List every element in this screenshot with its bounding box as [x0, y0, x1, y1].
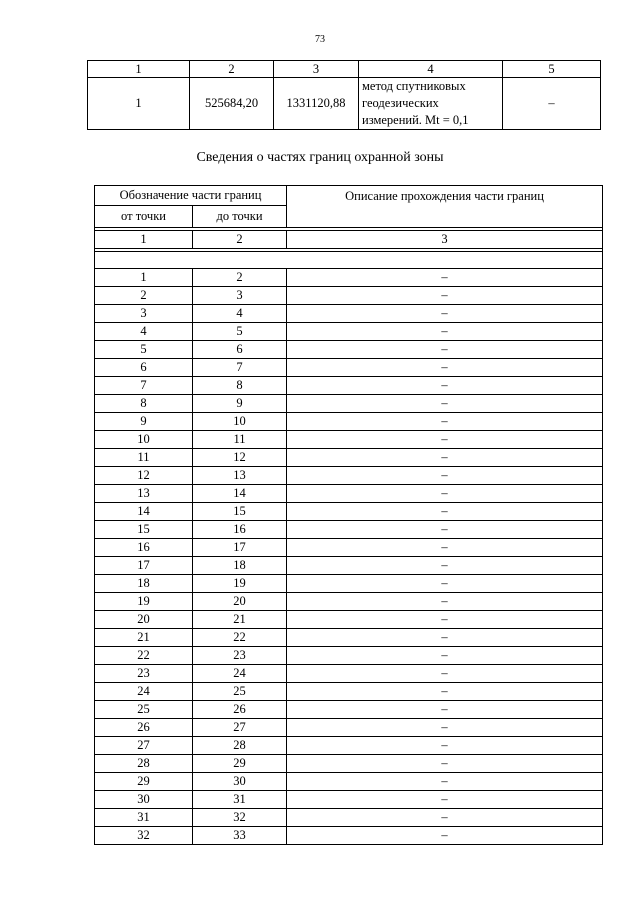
- from-point-cell: 4: [95, 323, 193, 341]
- from-point-cell: 10: [95, 431, 193, 449]
- boundary-description-header: Описание прохождения части границ: [287, 186, 603, 228]
- from-point-cell: 28: [95, 755, 193, 773]
- table-row: [95, 449, 603, 467]
- to-point-cell: 18: [193, 557, 287, 575]
- description-cell: –: [287, 449, 603, 467]
- description-cell: –: [287, 629, 603, 647]
- from-point-cell: 26: [95, 719, 193, 737]
- from-point-cell: 17: [95, 557, 193, 575]
- table-row: [95, 791, 603, 809]
- description-cell: –: [287, 809, 603, 827]
- column-number: 3: [274, 61, 359, 78]
- description-cell: –: [287, 665, 603, 683]
- description-cell: –: [287, 593, 603, 611]
- table-row: [95, 323, 603, 341]
- table-row: [95, 593, 603, 611]
- x-coordinate-cell: 525684,20: [190, 78, 274, 130]
- table-row: [95, 413, 603, 431]
- table-row: [95, 305, 603, 323]
- description-cell: –: [287, 323, 603, 341]
- description-cell: –: [287, 269, 603, 287]
- to-point-cell: 15: [193, 503, 287, 521]
- table-header-row: [95, 186, 603, 206]
- table-row: [95, 377, 603, 395]
- description-cell: –: [287, 521, 603, 539]
- description-cell: –: [287, 341, 603, 359]
- method-cell: [359, 78, 503, 130]
- table-row: [95, 539, 603, 557]
- to-point-cell: 23: [193, 647, 287, 665]
- from-point-cell: 30: [95, 791, 193, 809]
- column-number: 2: [190, 61, 274, 78]
- method-line: метод спутниковых: [362, 79, 466, 93]
- to-point-cell: 31: [193, 791, 287, 809]
- column-number: 5: [503, 61, 601, 78]
- table-row: [95, 287, 603, 305]
- description-cell: –: [287, 719, 603, 737]
- from-point-cell: 32: [95, 827, 193, 845]
- table-row: [95, 755, 603, 773]
- description-cell: –: [287, 737, 603, 755]
- from-point-cell: 21: [95, 629, 193, 647]
- description-cell: –: [287, 359, 603, 377]
- to-point-cell: 13: [193, 467, 287, 485]
- description-cell: –: [287, 413, 603, 431]
- table-row: [95, 647, 603, 665]
- table-row: [95, 701, 603, 719]
- description-cell: –: [287, 377, 603, 395]
- description-cell: –: [287, 305, 603, 323]
- table-row: [95, 269, 603, 287]
- table-row: [95, 809, 603, 827]
- description-cell: –: [287, 611, 603, 629]
- to-point-cell: 21: [193, 611, 287, 629]
- to-point-cell: 19: [193, 575, 287, 593]
- table-row: [95, 521, 603, 539]
- to-point-cell: 7: [193, 359, 287, 377]
- from-point-cell: 27: [95, 737, 193, 755]
- description-cell: –: [287, 557, 603, 575]
- description-cell: –: [287, 773, 603, 791]
- column-number: 1: [95, 231, 193, 249]
- to-point-cell: 4: [193, 305, 287, 323]
- to-point-cell: 9: [193, 395, 287, 413]
- point-number-cell: 1: [88, 78, 190, 130]
- from-point-cell: 6: [95, 359, 193, 377]
- to-point-cell: 3: [193, 287, 287, 305]
- to-point-cell: 29: [193, 755, 287, 773]
- from-point-cell: 11: [95, 449, 193, 467]
- to-point-cell: 5: [193, 323, 287, 341]
- description-cell: –: [287, 395, 603, 413]
- section-title: Сведения о частях границ охранной зоны: [196, 150, 444, 165]
- to-point-cell: 27: [193, 719, 287, 737]
- empty-row: [95, 252, 603, 269]
- to-point-cell: 33: [193, 827, 287, 845]
- description-cell: –: [287, 287, 603, 305]
- from-point-cell: 22: [95, 647, 193, 665]
- description-cell: –: [287, 683, 603, 701]
- table-row: [95, 341, 603, 359]
- table-row: [95, 773, 603, 791]
- description-cell: –: [287, 467, 603, 485]
- from-point-cell: 5: [95, 341, 193, 359]
- description-cell: –: [287, 539, 603, 557]
- table-row: [95, 827, 603, 845]
- to-point-cell: 16: [193, 521, 287, 539]
- from-point-header: от точки: [95, 206, 193, 228]
- to-point-cell: 8: [193, 377, 287, 395]
- table-row: [88, 78, 601, 130]
- from-point-cell: 1: [95, 269, 193, 287]
- table-row: [95, 431, 603, 449]
- from-point-cell: 25: [95, 701, 193, 719]
- table-row: [95, 485, 603, 503]
- from-point-cell: 14: [95, 503, 193, 521]
- description-cell: –: [287, 431, 603, 449]
- to-point-cell: 12: [193, 449, 287, 467]
- column-number: 2: [193, 231, 287, 249]
- from-point-cell: 8: [95, 395, 193, 413]
- table-row: [95, 737, 603, 755]
- from-point-cell: 13: [95, 485, 193, 503]
- to-point-cell: 24: [193, 665, 287, 683]
- table-row: [95, 629, 603, 647]
- from-point-cell: 2: [95, 287, 193, 305]
- to-point-cell: 10: [193, 413, 287, 431]
- table-row: [95, 467, 603, 485]
- table-header-row: [88, 61, 601, 78]
- to-point-cell: 30: [193, 773, 287, 791]
- description-cell: –: [287, 575, 603, 593]
- from-point-cell: 7: [95, 377, 193, 395]
- from-point-cell: 3: [95, 305, 193, 323]
- to-point-cell: 14: [193, 485, 287, 503]
- description-cell: –: [287, 791, 603, 809]
- column-number-row: [95, 231, 603, 249]
- column-number: 1: [88, 61, 190, 78]
- from-point-cell: 23: [95, 665, 193, 683]
- from-point-cell: 9: [95, 413, 193, 431]
- to-point-cell: 28: [193, 737, 287, 755]
- table-row: [95, 359, 603, 377]
- from-point-cell: 31: [95, 809, 193, 827]
- column-number: 3: [287, 231, 603, 249]
- table-row: [95, 575, 603, 593]
- to-point-cell: 32: [193, 809, 287, 827]
- description-cell: –: [287, 485, 603, 503]
- table-row: [95, 503, 603, 521]
- from-point-cell: 15: [95, 521, 193, 539]
- boundary-parts-table: [94, 185, 603, 845]
- from-point-cell: 19: [95, 593, 193, 611]
- page-number: 73: [315, 34, 325, 45]
- to-point-cell: 22: [193, 629, 287, 647]
- to-point-cell: 25: [193, 683, 287, 701]
- from-point-cell: 12: [95, 467, 193, 485]
- table-row: [95, 665, 603, 683]
- y-coordinate-cell: 1331120,88: [274, 78, 359, 130]
- method-line: геодезических: [362, 96, 439, 110]
- to-point-cell: 6: [193, 341, 287, 359]
- description-cell: –: [287, 755, 603, 773]
- to-point-cell: 2: [193, 269, 287, 287]
- description-cell: –: [287, 827, 603, 845]
- to-point-header: до точки: [193, 206, 287, 228]
- to-point-cell: 26: [193, 701, 287, 719]
- to-point-cell: 17: [193, 539, 287, 557]
- from-point-cell: 29: [95, 773, 193, 791]
- from-point-cell: 18: [95, 575, 193, 593]
- boundary-designation-header: Обозначение части границ: [95, 186, 287, 206]
- description-cell: –: [287, 503, 603, 521]
- coordinates-table: [87, 60, 601, 130]
- table-row: [95, 611, 603, 629]
- description-cell: –: [287, 647, 603, 665]
- to-point-cell: 20: [193, 593, 287, 611]
- note-cell: –: [503, 78, 601, 130]
- table-row: [95, 557, 603, 575]
- column-number: 4: [359, 61, 503, 78]
- from-point-cell: 24: [95, 683, 193, 701]
- to-point-cell: 11: [193, 431, 287, 449]
- method-line: измерений. Mt = 0,1: [362, 113, 469, 127]
- table-row: [95, 395, 603, 413]
- description-cell: –: [287, 701, 603, 719]
- table-row: [95, 683, 603, 701]
- table-row: [95, 719, 603, 737]
- from-point-cell: 16: [95, 539, 193, 557]
- from-point-cell: 20: [95, 611, 193, 629]
